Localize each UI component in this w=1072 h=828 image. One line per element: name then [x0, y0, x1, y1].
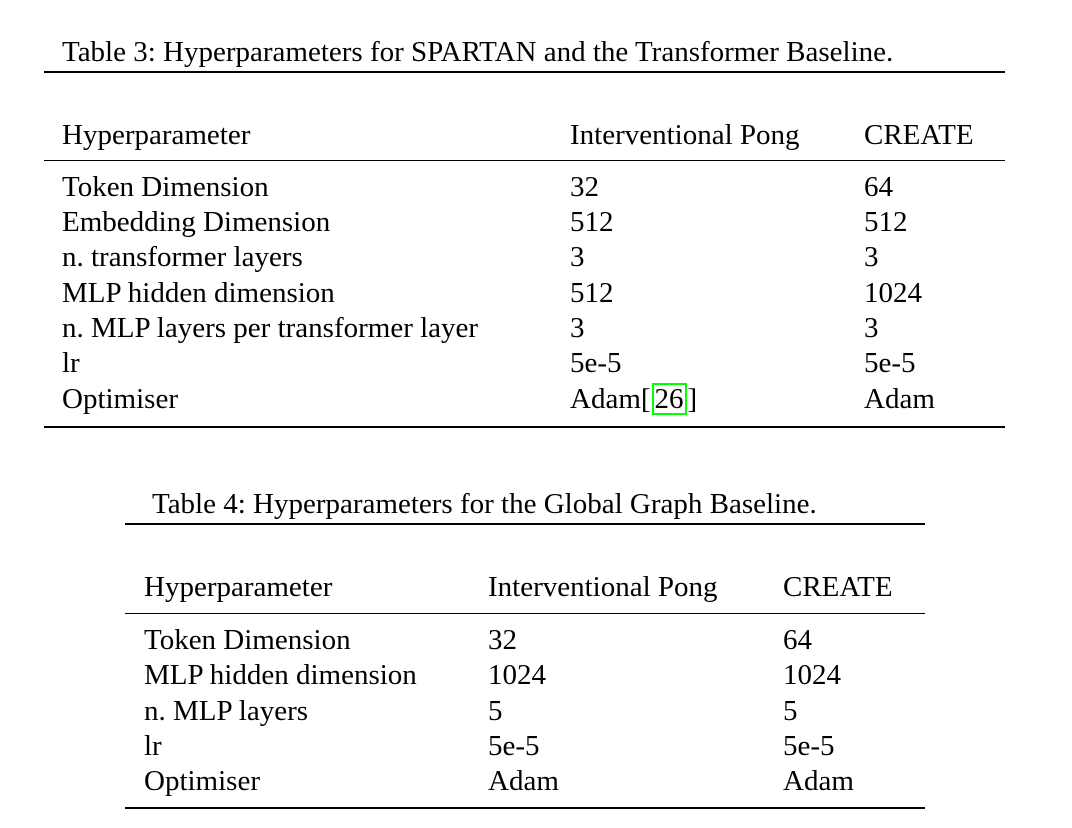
table-row-create-value: 5 — [783, 695, 798, 727]
table-4-mid-rule — [125, 613, 925, 614]
table-row-pong-value: Adam[ 26 ] — [570, 383, 698, 415]
table-4-bottom-rule — [125, 807, 925, 809]
table-row-create-value: 3 — [864, 241, 879, 273]
table-row-create-value: 64 — [864, 171, 893, 203]
table-row-param: MLP hidden dimension — [62, 277, 335, 309]
table-4-caption: Table 4: Hyperparameters for the Global Graph Baseline. — [152, 488, 817, 520]
table-row-pong-value: 3 — [570, 241, 585, 273]
table-3-header-interventional-pong: Interventional Pong — [570, 119, 800, 151]
table-row-param: MLP hidden dimension — [144, 659, 417, 691]
table-row-pong-value: Adam — [488, 765, 559, 797]
table-row-create-value: 1024 — [864, 277, 922, 309]
table-3-header-create: CREATE — [864, 119, 974, 151]
table-row-param: lr — [62, 347, 80, 379]
table-row-pong-value: 32 — [488, 624, 517, 656]
optimiser-name: Adam — [570, 383, 641, 415]
table-row-pong-value: 5 — [488, 695, 503, 727]
table-row-param: n. MLP layers per transformer layer — [62, 312, 479, 344]
table-4-top-rule — [125, 523, 925, 525]
table-row-create-value: 5e-5 — [864, 347, 916, 379]
citation-link-26[interactable]: 26 — [652, 383, 687, 415]
table-3-mid-rule — [44, 160, 1005, 161]
table-row-pong-value: 1024 — [488, 659, 546, 691]
table-row-param: Embedding Dimension — [62, 206, 331, 238]
table-row-pong-value: 5e-5 — [570, 347, 622, 379]
table-row-pong-value: 512 — [570, 277, 614, 309]
table-4-header-create: CREATE — [783, 571, 893, 603]
table-3-top-rule — [44, 71, 1005, 73]
table-row-create-value: 5e-5 — [783, 730, 835, 762]
table-row-param: n. MLP layers — [144, 695, 309, 727]
table-row-create-value: 1024 — [783, 659, 841, 691]
table-row-pong-value: 512 — [570, 206, 614, 238]
table-row-param: n. transformer layers — [62, 241, 303, 273]
table-4-header-hyperparameter: Hyperparameter — [144, 571, 333, 603]
table-row-param: lr — [144, 730, 162, 762]
table-row-pong-value: 5e-5 — [488, 730, 540, 762]
table-row-create-value: Adam — [783, 765, 854, 797]
table-row-param: Optimiser — [144, 765, 260, 797]
table-row-pong-value: 32 — [570, 171, 599, 203]
table-row-pong-value: 3 — [570, 312, 585, 344]
table-row-create-value: 512 — [864, 206, 908, 238]
table-3-bottom-rule — [44, 426, 1005, 428]
table-row-create-value: 64 — [783, 624, 812, 656]
table-row-create-value: 3 — [864, 312, 879, 344]
table-row-param: Optimiser — [62, 383, 178, 415]
table-3-caption: Table 3: Hyperparameters for SPARTAN and the Transformer Baseline. — [62, 36, 894, 68]
table-3-header-hyperparameter: Hyperparameter — [62, 119, 251, 151]
table-4-header-interventional-pong: Interventional Pong — [488, 571, 718, 603]
table-row-param: Token Dimension — [144, 624, 351, 656]
table-row-create-value: Adam — [864, 383, 935, 415]
table-row-param: Token Dimension — [62, 171, 269, 203]
